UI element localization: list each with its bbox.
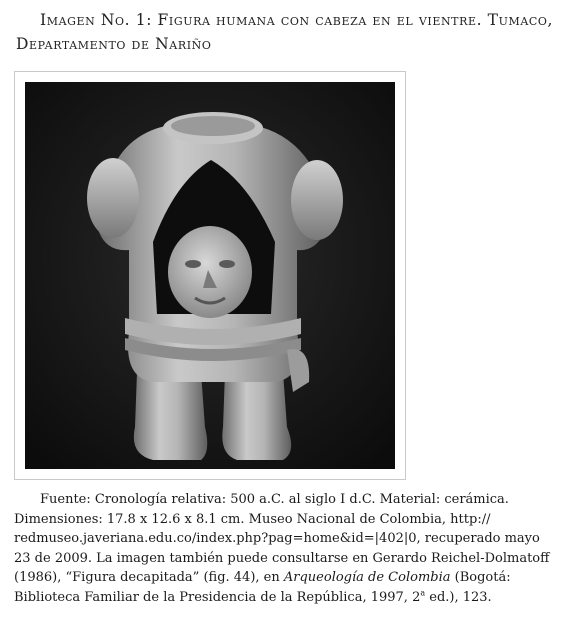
source-note	[14, 490, 570, 607]
caption-line-2: Departamento de Nariño	[16, 35, 212, 53]
source-line-6-text-b: ed.), 123.	[425, 589, 492, 605]
source-line-5-text-a: (1986), “Figura decapitada” (fig. 44), en	[14, 570, 284, 585]
ceramic-figure-photo	[25, 82, 395, 469]
image-caption	[16, 8, 568, 56]
source-line-6	[14, 588, 570, 608]
book-title: Arqueología de Colombia	[283, 570, 451, 585]
source-line-2: Dimensiones: 17.8 x 12.6 x 8.1 cm. Museo Nacional de Colombia, http://	[14, 511, 491, 527]
edition-superscript: a	[420, 588, 426, 598]
source-line-4: 23 de 2009. La imagen también puede consultarse en Gerardo Reichel-Dolmatoff	[14, 550, 550, 566]
source-line-3: redmuseo.javeriana.edu.co/index.php?pag=home&id=|402|0, recuperado mayo	[14, 531, 540, 546]
caption-line-1: Imagen No. 1: Figura humana con cabeza en el vientre. Tumaco,	[40, 11, 554, 29]
source-line-1: Fuente: Cronología relativa: 500 a.C. al siglo I d.C. Material: cerámica.	[40, 492, 509, 507]
source-line-5-text-b: (Bogotá:	[450, 570, 511, 585]
source-line-6-text-a: Biblioteca Familiar de la Presidencia de la República, 1997, 2	[14, 589, 421, 605]
source-line-5	[14, 568, 570, 588]
photo-frame	[14, 71, 406, 480]
